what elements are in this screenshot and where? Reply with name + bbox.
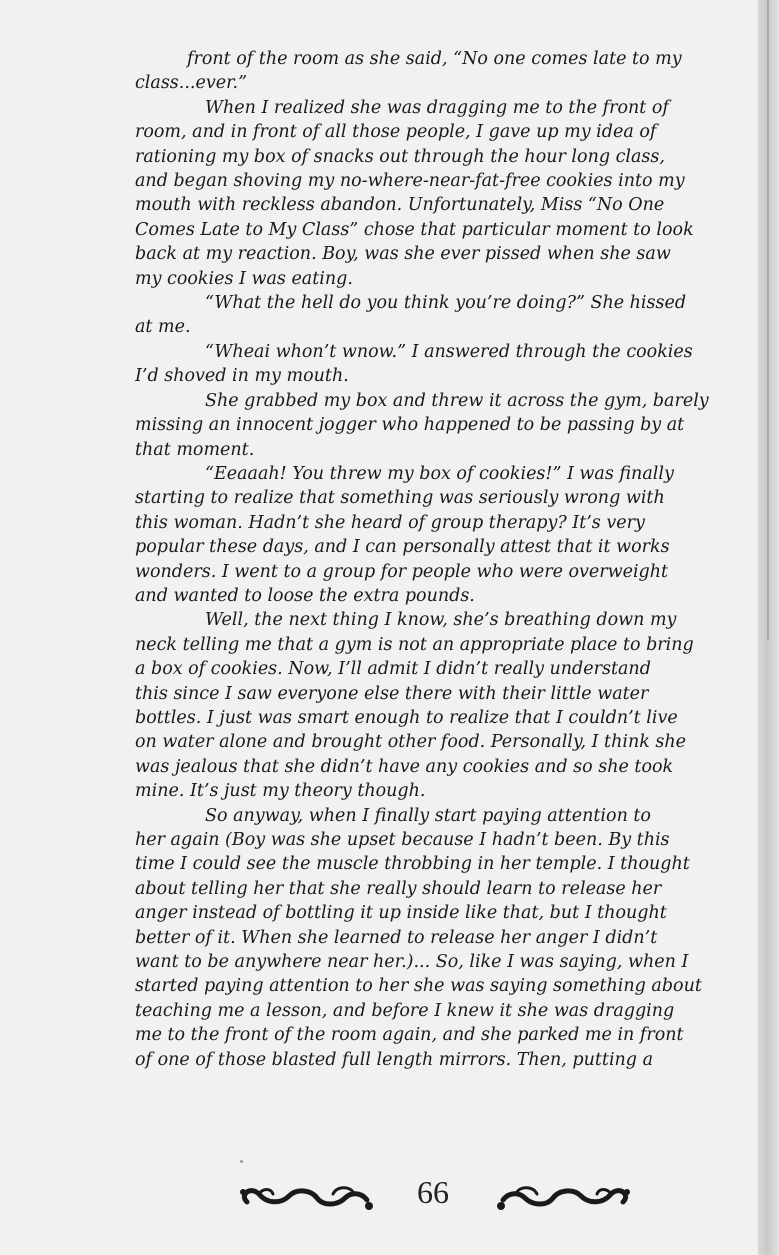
- text-line: wonders. I went to a group for people who were overweight: [135, 561, 669, 582]
- text-line: was jealous that she didn’t have any cookies and so she took: [135, 756, 674, 777]
- text-line: She grabbed my box and threw it across the gym, barely: [205, 390, 709, 411]
- text-line: time I could see the muscle throbbing in her temple. I thought: [135, 854, 690, 875]
- paragraph: [135, 340, 745, 389]
- scroll-ornament-left-icon: [237, 1180, 377, 1214]
- text-line: on water alone and brought other food. Personally, I think she: [135, 732, 687, 753]
- text-line: Well, the next thing I know, she’s breathing down my: [205, 610, 677, 631]
- text-line: my cookies I was eating.: [135, 268, 353, 289]
- text-line: want to be anywhere near her.)... So, like I was saying, when I: [135, 952, 689, 973]
- text-line: me to the front of the room again, and she parked me in front: [135, 1025, 684, 1046]
- text-line: missing an innocent jogger who happened to be passing by at: [135, 415, 685, 436]
- paragraph: [135, 291, 745, 340]
- text-line: neck telling me that a gym is not an appropriate place to bring: [135, 634, 694, 655]
- text-line: better of it. When she learned to release her anger I didn’t: [135, 927, 658, 948]
- text-line: front of the room as she said, “No one comes late to my: [187, 49, 682, 69]
- text-line: “Wheai whon’t wnow.” I answered through the cookies: [205, 341, 693, 362]
- text-line: this since I saw everyone else there with their little water: [135, 683, 649, 704]
- text-line: back at my reaction. Boy, was she ever pissed when she saw: [135, 244, 671, 265]
- page-number: 66: [417, 1174, 449, 1210]
- text-line: a box of cookies. Now, I’ll admit I didn’t really understand: [135, 659, 651, 680]
- text-line: starting to realize that something was seriously wrong with: [135, 488, 665, 509]
- paper-speck: [240, 1160, 243, 1163]
- page-footer: [225, 1168, 645, 1218]
- text-line: this woman. Hadn’t she heard of group therapy? It’s very: [135, 512, 645, 533]
- text-line: When I realized she was dragging me to the front of: [205, 97, 669, 118]
- paragraph: [135, 462, 745, 608]
- text-line: started paying attention to her she was saying something about: [135, 976, 702, 997]
- text-line: mine. It’s just my theory though.: [135, 781, 426, 802]
- text-line: I’d shoved in my mouth.: [135, 366, 349, 387]
- body-text: [135, 47, 745, 1072]
- text-line: of one of those blasted full length mirrors. Then, putting a: [135, 1049, 654, 1070]
- paragraph: [135, 608, 745, 803]
- paragraph: [135, 47, 745, 96]
- text-line: her again (Boy was she upset because I hadn’t been. By this: [135, 830, 670, 850]
- text-line: that moment.: [135, 439, 255, 460]
- text-line: “Eeaaah! You threw my box of cookies!” I was finally: [205, 463, 674, 484]
- scroll-ornament-right-icon: [493, 1180, 633, 1214]
- text-line: anger instead of bottling it up inside like that, but I thought: [135, 903, 667, 924]
- page-edge-line: [767, 0, 769, 640]
- text-line: and began shoving my no-where-near-fat-free cookies into my: [135, 171, 685, 192]
- text-line: room, and in front of all those people, I gave up my idea of: [135, 122, 657, 143]
- text-line: about telling her that she really should learn to release her: [135, 878, 662, 899]
- paragraph: [135, 804, 745, 1072]
- text-line: mouth with reckless abandon. Unfortunately, Miss “No One: [135, 195, 665, 216]
- text-line: teaching me a lesson, and before I knew it she was dragging: [135, 1000, 675, 1021]
- text-line: popular these days, and I can personally attest that it works: [135, 537, 670, 558]
- text-line: bottles. I just was smart enough to realize that I couldn’t live: [135, 707, 678, 728]
- paragraph: [135, 389, 745, 462]
- text-line: “What the hell do you think you’re doing?” She hissed: [205, 293, 687, 314]
- text-line: class...ever.”: [135, 73, 248, 94]
- text-line: at me.: [135, 317, 191, 338]
- text-line: rationing my box of snacks out through the hour long class,: [135, 146, 665, 167]
- paragraph: [135, 96, 745, 291]
- text-line: Comes Late to My Class” chose that particular moment to look: [135, 219, 694, 240]
- text-line: So anyway, when I finally start paying attention to: [205, 805, 651, 826]
- text-line: and wanted to loose the extra pounds.: [135, 585, 475, 606]
